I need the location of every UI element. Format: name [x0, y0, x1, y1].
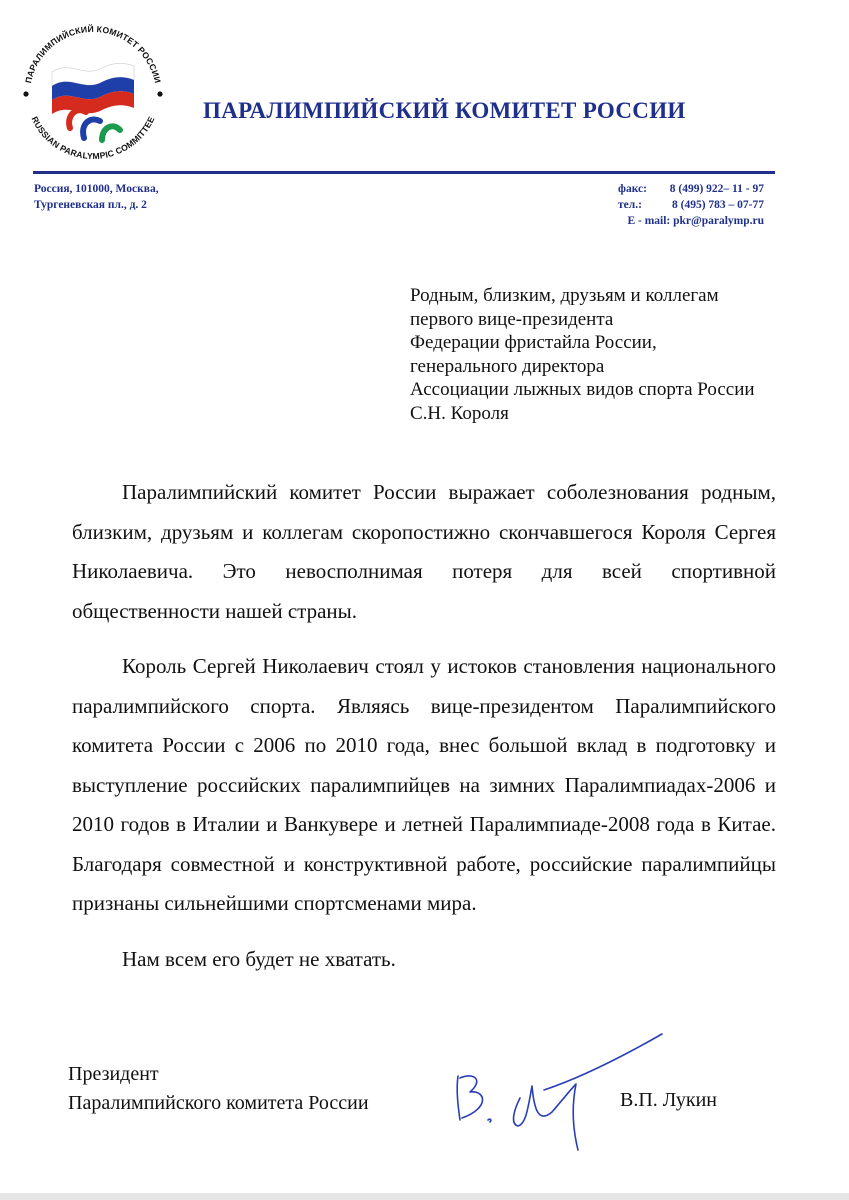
addressee-line: Родным, близким, друзьям и коллегам: [410, 285, 719, 306]
email-address: E - mail: pkr@paralymp.ru: [627, 215, 764, 227]
fax-row: [600, 181, 764, 197]
agitos-icon: [69, 110, 120, 140]
addressee-line: Федерации фристайла России,: [410, 332, 657, 353]
phone-row: [600, 197, 764, 213]
address-line: Россия, 101000, Москва,: [34, 183, 159, 195]
scan-edge: [0, 1193, 849, 1200]
logo-text-bottom: RUSSIAN PARALYMPIC COMMITTEE: [29, 114, 157, 162]
signatory-position: Президент: [68, 1063, 159, 1085]
organization-title: ПАРАЛИМПИЙСКИЙ КОМИТЕТ РОССИИ: [203, 98, 686, 123]
paralympic-committee-logo: [18, 20, 168, 170]
signatory-organization: Паралимпийского комитета России: [68, 1092, 369, 1114]
addressee-line: первого вице-президента: [410, 308, 614, 330]
signatory-name: В.П. Лукин: [620, 1089, 717, 1111]
fax-number: 8 (499) 922– 11 - 97: [669, 183, 764, 195]
phone-label: тел.:: [618, 199, 642, 211]
body-paragraph: Паралимпийский комитет России выражает соболезнования родным, близким, друзьям и коллегам скоропостижно скончавшегося Короля Сергея Николаевича. Это невосполнимая потеря для всей спортивной общественности нашей страны.: [72, 480, 776, 623]
contact-block: [600, 181, 764, 229]
addressee-line: генерального директора: [410, 355, 605, 377]
body-paragraph: Нам всем его будет не хватать.: [122, 946, 396, 971]
letter-body: [72, 473, 776, 995]
addressee-block: [410, 284, 755, 425]
address-line: Тургеневская пл., д. 2: [34, 199, 147, 211]
addressee-line: Ассоциации лыжных видов спорта России: [410, 379, 755, 400]
body-paragraph: Король Сергей Николаевич стоял у истоков становления национального паралимпийского спорта. Являясь вице-президентом Паралимпийского комитета России с 2006 по 2010 года, внес большой вклад в подготовку и выступление российских паралимпийцев на зимних Паралимпиадах-2006 и 2010 годов в Италии и Ванкувере и летней Паралимпиаде-2008 года в Китае. Благодаря совместной и конструктивной работе, российские паралимпийцы признаны сильнейшими спортсменами мира.: [72, 654, 776, 915]
addressee-line: С.Н. Короля: [410, 402, 509, 424]
header-divider: [33, 171, 775, 174]
signatory-title: [68, 1060, 369, 1118]
phone-number: 8 (495) 783 – 07-77: [672, 199, 764, 211]
logo-text-top: ПАРАЛИМПИЙСКИЙ КОМИТЕТ РОССИИ: [23, 23, 163, 85]
postal-address: [34, 181, 159, 213]
fax-label: факс:: [618, 183, 647, 195]
flag-icon: [52, 63, 134, 114]
email-row: [600, 213, 764, 229]
